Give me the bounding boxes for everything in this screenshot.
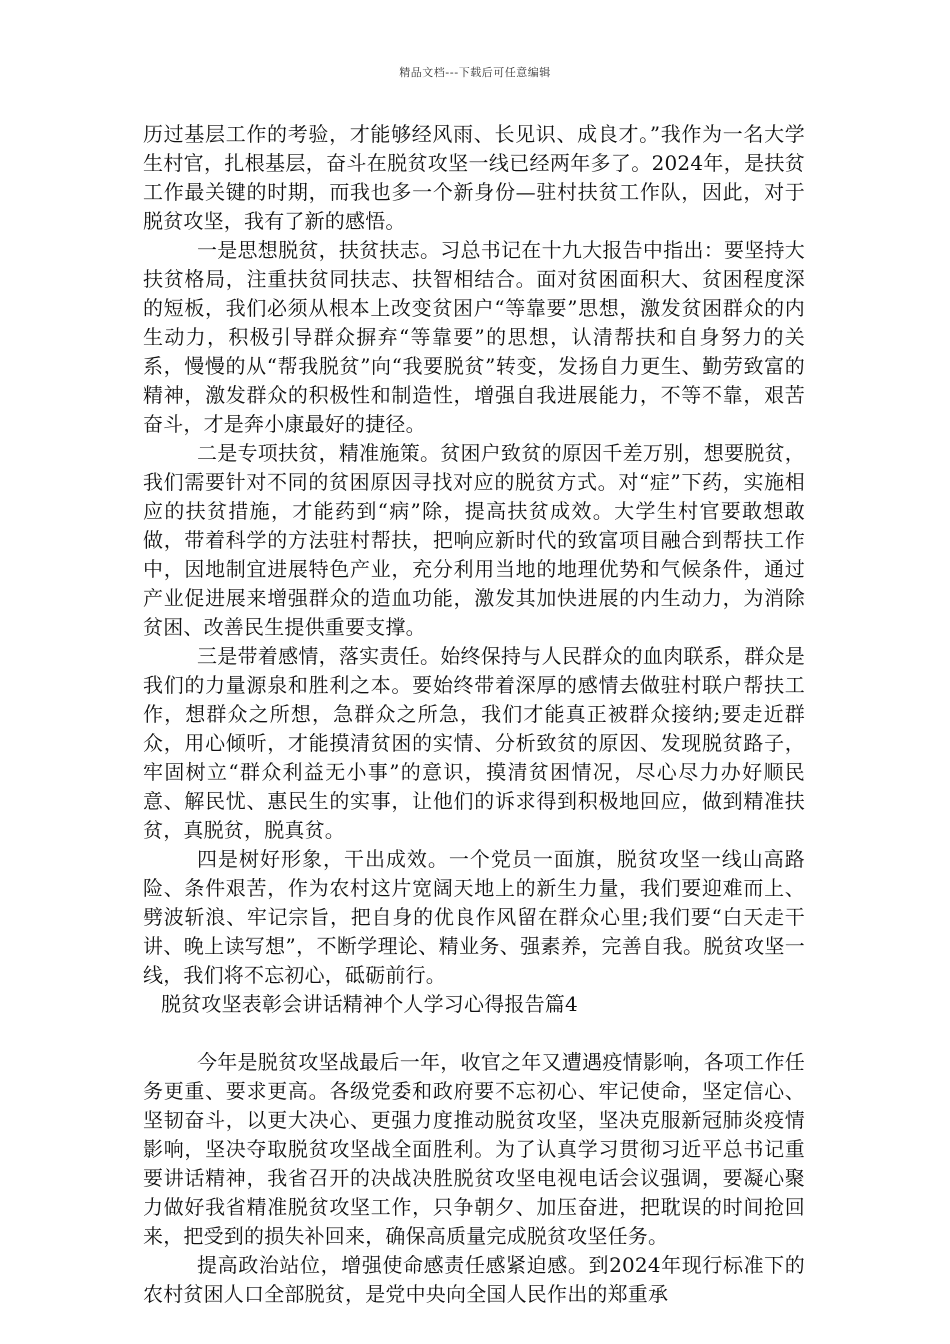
document-body (143, 120, 805, 1309)
page-header: 精品文档---下载后可任意编辑 (399, 66, 551, 79)
paragraph-point-2: 二是专项扶贫，精准施策。贫困户致贫的原因千差万别，想要脱贫，我们需要针对不同的贫困原因寻找对应的脱贫方式。对“症”下药，实施相应的扶贫措施，才能药到“病”除，提高扶贫成效。大学生村官要敢想敢做，带着科学的方法驻村帮扶，把响应新时代的致富项目融合到帮扶工作中，因地制宜进展特色产业，充分利用当地的地理优势和气候条件，通过产业促进展来增强群众的造血功能，激发其加快进展的内生动力，为消除贫困、改善民生提供重要支撑。 (143, 441, 805, 639)
blank-line (143, 1019, 805, 1048)
section-heading: 脱贫攻坚表彰会讲话精神个人学习心得报告篇4 (161, 992, 578, 1016)
paragraph-political-stance: 提高政治站位，增强使命感责任感紧迫感。到2024年现行标准下的农村贫困人口全部脱贫，是党中央向全国人民作出的郑重承 (143, 1253, 805, 1306)
paragraph-point-1: 一是思想脱贫，扶贫扶志。习总书记在十九大报告中指出：要坚持大扶贫格局，注重扶贫同扶志、扶智相结合。面对贫困面积大、贫困程度深的短板，我们必须从根本上改变贫困户“等靠要”思想，激发贫困群众的内生动力，积极引导群众摒弃“等靠要”的思想，认清帮扶和自身努力的关系，慢慢的从“帮我脱贫”向“我要脱贫”转变，发扬自力更生、勤劳致富的精神，激发群众的积极性和制造性，增强自我进展能力，不等不靠，艰苦奋斗，才是奔小康最好的捷径。 (143, 238, 805, 436)
paragraph-point-4: 四是树好形象，干出成效。一个党员一面旗，脱贫攻坚一线山高路险、条件艰苦，作为农村这片宽阔天地上的新生力量，我们要迎难而上、劈波斩浪、牢记宗旨，把自身的优良作风留在群众心里;我们要“白天走干讲、晚上读写想”，不断学理论、精业务、强素养，完善自我。脱贫攻坚一线，我们将不忘初心，砥砺前行。 (143, 847, 805, 987)
paragraph-section-intro: 今年是脱贫攻坚战最后一年，收官之年又遭遇疫情影响，各项工作任务更重、要求更高。各级党委和政府要不忘初心、牢记使命，坚定信心、坚韧奋斗，以更大决心、更强力度推动脱贫攻坚，坚决克服新冠肺炎疫情影响，坚决夺取脱贫攻坚战全面胜利。为了认真学习贯彻习近平总书记重要讲话精神，我省召开的决战决胜脱贫攻坚电视电话会议强调，要凝心聚力做好我省精准脱贫攻坚工作，只争朝夕、加压奋进，把耽误的时间抢回来，把受到的损失补回来，确保高质量完成脱贫攻坚任务。 (143, 1050, 805, 1248)
paragraph-point-3: 三是带着感情，落实责任。始终保持与人民群众的血肉联系，群众是我们的力量源泉和胜利之本。要始终带着深厚的感情去做驻村联户帮扶工作，想群众之所想，急群众之所急，我们才能真正被群众接纳;要走近群众，用心倾听，才能摸清贫困的实情、分析致贫的原因、发现脱贫路子，牢固树立“群众利益无小事”的意识，摸清贫困情况，尽心尽力办好顺民意、解民忧、惠民生的实事，让他们的诉求得到积极地回应，做到精准扶贫，真脱贫，脱真贫。 (143, 644, 805, 842)
paragraph-intro: 历过基层工作的考验，才能够经风雨、长见识、成良才。”我作为一名大学生村官，扎根基层，奋斗在脱贫攻坚一线已经两年多了。2024年，是扶贫工作最关键的时期，而我也多一个新身份—驻村扶贫工作队，因此，对于脱贫攻坚，我有了新的感悟。 (143, 122, 805, 233)
